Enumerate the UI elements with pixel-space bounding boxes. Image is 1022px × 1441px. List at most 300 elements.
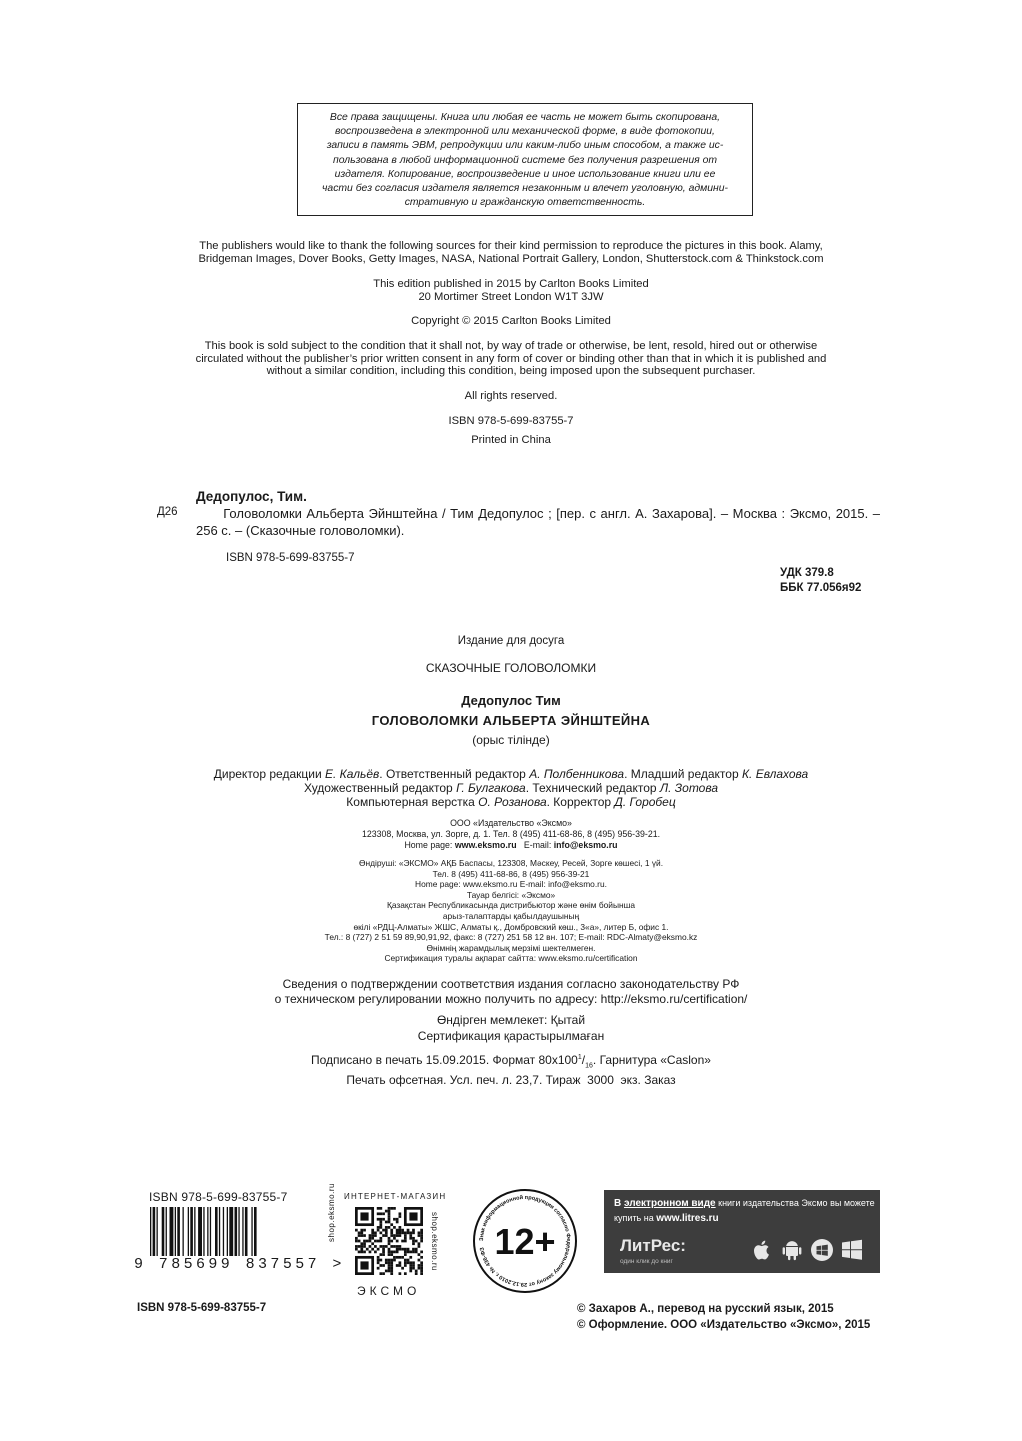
qr-module bbox=[407, 1248, 410, 1251]
qr-module bbox=[371, 1231, 374, 1234]
qr-module bbox=[358, 1245, 361, 1248]
qr-module bbox=[366, 1248, 369, 1251]
credits-line-2: Художественный редактор Г. Булгакова. Технический редактор Л. Зотова bbox=[303, 781, 719, 795]
qr-module bbox=[404, 1253, 407, 1256]
qr-module bbox=[388, 1215, 391, 1218]
kazakh-line: Тел.: 8 (727) 2 51 59 89,90,91,92, факс: 8 (727) 251 58 12 вн. 107; E-mail: RDC-Almaty@eksmo.kz bbox=[324, 932, 698, 943]
qr-module bbox=[388, 1253, 391, 1256]
qr-module bbox=[358, 1251, 361, 1254]
qr-module bbox=[382, 1212, 385, 1215]
qr-module bbox=[396, 1234, 399, 1237]
qr-module bbox=[377, 1261, 380, 1264]
condition-line: without a similar condition, including this condition, being imposed upon the subsequent purchaser. bbox=[266, 365, 756, 378]
qr-module bbox=[377, 1207, 380, 1210]
qr-module bbox=[412, 1229, 415, 1232]
shop-url-vertical: shop.eksmo.ru bbox=[430, 1212, 439, 1271]
qr-module bbox=[388, 1261, 391, 1264]
qr-finder-core bbox=[409, 1212, 417, 1220]
series-name: СКАЗОЧНЫЕ ГОЛОВОЛОМКИ bbox=[425, 661, 597, 675]
qr-module bbox=[382, 1248, 385, 1251]
qr-module bbox=[412, 1248, 415, 1251]
qr-module bbox=[371, 1229, 374, 1232]
qr-module bbox=[382, 1218, 385, 1221]
qr-module bbox=[396, 1231, 399, 1234]
qr-module bbox=[385, 1245, 388, 1248]
publisher-homepage-link: www.eksmo.ru bbox=[454, 840, 517, 851]
sale-condition bbox=[130, 340, 892, 378]
qr-module bbox=[404, 1261, 407, 1264]
qr-module bbox=[401, 1240, 404, 1243]
qr-module bbox=[390, 1261, 393, 1264]
publisher-name: ООО «Издательство «Эксмо» bbox=[450, 818, 572, 828]
picture-permissions bbox=[130, 240, 892, 265]
qr-module bbox=[407, 1261, 410, 1264]
rights-line: воспроизведена в электронной или механической форме, в виде фотокопии, bbox=[335, 126, 715, 138]
qr-module bbox=[420, 1261, 423, 1264]
rights-line: стративную и гражданскую ответственность. bbox=[404, 197, 646, 209]
qr-module bbox=[418, 1267, 421, 1270]
qr-module bbox=[396, 1248, 399, 1251]
qr-module bbox=[399, 1229, 402, 1232]
qr-module bbox=[385, 1231, 388, 1234]
qr-module bbox=[393, 1207, 396, 1210]
qr-module bbox=[388, 1248, 391, 1251]
qr-module bbox=[415, 1240, 418, 1243]
qr-module bbox=[401, 1256, 404, 1259]
qr-module bbox=[385, 1234, 388, 1237]
edition-line: This edition published in 2015 by Carlton Books Limited bbox=[373, 278, 649, 290]
qr-module bbox=[363, 1251, 366, 1254]
qr-module bbox=[385, 1210, 388, 1213]
qr-module bbox=[393, 1259, 396, 1262]
qr-module bbox=[390, 1251, 393, 1254]
qr-module bbox=[418, 1231, 421, 1234]
qr-module bbox=[388, 1212, 391, 1215]
litres-logo: ЛитРес: bbox=[620, 1236, 686, 1255]
qr-module bbox=[388, 1267, 391, 1270]
qr-module bbox=[407, 1259, 410, 1262]
qr-module bbox=[355, 1229, 358, 1232]
qr-module bbox=[399, 1272, 402, 1275]
qr-module bbox=[363, 1229, 366, 1232]
qr-module bbox=[385, 1270, 388, 1273]
qr-module bbox=[393, 1245, 396, 1248]
qr-module bbox=[390, 1231, 393, 1234]
qr-module bbox=[355, 1245, 358, 1248]
qr-module bbox=[355, 1237, 358, 1240]
kazakh-line: Тауар белгісі: «Эксмо» bbox=[466, 889, 556, 900]
qr-module bbox=[404, 1234, 407, 1237]
qr-module bbox=[404, 1240, 407, 1243]
credits-line-3: Компьютерная верстка О. Розанова. Корректор Д. Горобец bbox=[346, 795, 676, 809]
qr-module bbox=[374, 1240, 377, 1243]
qr-module bbox=[379, 1223, 382, 1226]
qr-module bbox=[412, 1251, 415, 1254]
qr-module bbox=[366, 1240, 369, 1243]
qr-module bbox=[415, 1248, 418, 1251]
qr-module bbox=[388, 1221, 391, 1224]
publisher-block bbox=[100, 818, 922, 852]
qr-module bbox=[374, 1251, 377, 1254]
qr-module bbox=[418, 1242, 421, 1245]
qr-module bbox=[401, 1267, 404, 1270]
qr-module bbox=[396, 1256, 399, 1259]
qr-module bbox=[409, 1261, 412, 1264]
kazakh-line: Home page: www.eksmo.ru E-mail: info@eksmo.ru. bbox=[415, 879, 607, 890]
qr-module bbox=[388, 1259, 391, 1262]
qr-module bbox=[377, 1212, 380, 1215]
qr-module bbox=[382, 1272, 385, 1275]
qr-module bbox=[360, 1248, 363, 1251]
shop-url-vertical: shop.eksmo.ru bbox=[327, 1183, 336, 1242]
qr-module bbox=[390, 1259, 393, 1262]
udk-code: УДК 379.8 bbox=[780, 567, 834, 579]
qr-module bbox=[355, 1240, 358, 1243]
qr-module bbox=[374, 1234, 377, 1237]
publisher-contacts: Home page: www.eksmo.ru E-mail: info@eksmo.ru bbox=[404, 840, 618, 851]
print-info-line-1: Подписано в печать 15.09.2015. Формат $80x100^1/_{16}$. Гарнитура «Caslon» bbox=[311, 1053, 711, 1070]
classification-codes bbox=[780, 566, 861, 596]
qr-module bbox=[393, 1218, 396, 1221]
qr-module bbox=[388, 1242, 391, 1245]
qr-module bbox=[407, 1229, 410, 1232]
design-copyright: © Оформление. ООО «Издательство «Эксмо», 2015 bbox=[577, 1318, 871, 1331]
bib-description-text: Головоломки Альберта Эйнштейна / Тим Дедопулос ; [пер. с англ. А. Захарова]. – Москва : Эксмо, 2015. – 256 с. – (Сказочные головоломки). bbox=[196, 506, 881, 538]
litres-text bbox=[614, 1196, 876, 1226]
qr-module bbox=[379, 1221, 382, 1224]
qr-module bbox=[388, 1210, 391, 1213]
qr-module bbox=[404, 1264, 407, 1267]
qr-module bbox=[412, 1267, 415, 1270]
origin-info bbox=[100, 1012, 922, 1044]
qr-module bbox=[390, 1245, 393, 1248]
qr-module bbox=[404, 1248, 407, 1251]
barcode-digits: 9 785699 837557 > bbox=[134, 1256, 345, 1273]
qr-module bbox=[382, 1264, 385, 1267]
permissions-line: Bridgeman Images, Dover Books, Getty Images, NASA, National Portrait Gallery, London, Shutterstock.com & Thinkstock.com bbox=[198, 252, 824, 265]
qr-module bbox=[404, 1259, 407, 1262]
qr-module bbox=[420, 1240, 423, 1243]
apple-icon bbox=[750, 1238, 774, 1262]
qr-module bbox=[377, 1218, 380, 1221]
qr-module bbox=[360, 1234, 363, 1237]
qr-module bbox=[415, 1251, 418, 1254]
origin-line: Өндірген мемлекет: Қытай bbox=[436, 1013, 586, 1027]
rights-line: Все права защищены. Книга или любая ее часть не может быть скопирована, bbox=[329, 112, 721, 123]
qr-module bbox=[382, 1251, 385, 1254]
windows-phone-icon bbox=[810, 1238, 834, 1262]
imprint-language: (орыс тілінде) bbox=[472, 733, 550, 747]
print-info-line-2: Печать офсетная. Усл. печ. л. 23,7. Тираж 3000 экз. Заказ bbox=[346, 1073, 676, 1088]
litres-link[interactable]: www.litres.ru bbox=[656, 1213, 719, 1224]
qr-module bbox=[363, 1245, 366, 1248]
qr-module bbox=[377, 1226, 380, 1229]
footer-isbn: ISBN 978-5-699-83755-7 bbox=[137, 1302, 267, 1314]
qr-module bbox=[412, 1264, 415, 1267]
qr-module bbox=[388, 1270, 391, 1273]
litres-tagline: один клик до книг bbox=[620, 1258, 673, 1265]
qr-module bbox=[385, 1229, 388, 1232]
kazakh-line: өкілі «РДЦ-Алматы» ЖШС, Алматы қ., Домбровский көш., 3«а», литер Б, офис 1. bbox=[353, 921, 669, 932]
qr-module bbox=[404, 1231, 407, 1234]
qr-module bbox=[420, 1237, 423, 1240]
qr-module bbox=[415, 1272, 418, 1275]
qr-module bbox=[404, 1237, 407, 1240]
qr-module bbox=[393, 1226, 396, 1229]
qr-module bbox=[360, 1251, 363, 1254]
publisher-email-link: info@eksmo.ru bbox=[553, 840, 618, 851]
imprint-author: Дедопулос Тим bbox=[461, 693, 561, 708]
condition-line: circulated without the publisher’s prior written consent in any form of cover or binding other than that in which it is published and bbox=[195, 352, 827, 365]
age-ring-text: Знак информационной продукции согласно Федеральному закону от 29.12.2010 г. № 436-ФЗ bbox=[478, 1194, 572, 1288]
qr-module bbox=[418, 1234, 421, 1237]
qr-module bbox=[388, 1264, 391, 1267]
qr-module bbox=[409, 1234, 412, 1237]
edition-type: Издание для досуга bbox=[457, 635, 565, 647]
qr-module bbox=[371, 1242, 374, 1245]
qr-module bbox=[399, 1226, 402, 1229]
qr-module bbox=[379, 1253, 382, 1256]
qr-module bbox=[401, 1231, 404, 1234]
certification-line: Сведения о подтверждении соответствия издания согласно законодательству РФ bbox=[282, 977, 740, 991]
qr-module bbox=[399, 1256, 402, 1259]
qr-module bbox=[396, 1229, 399, 1232]
qr-module bbox=[393, 1251, 396, 1254]
bbk-code: ББК 77.056я92 bbox=[780, 582, 862, 594]
qr-module bbox=[390, 1253, 393, 1256]
qr-module bbox=[409, 1256, 412, 1259]
qr-module bbox=[409, 1251, 412, 1254]
kazakh-line: Тел. 8 (495) 411-68-86, 8 (495) 956-39-21 bbox=[432, 868, 590, 879]
qr-module bbox=[420, 1256, 423, 1259]
qr-module bbox=[399, 1261, 402, 1264]
qr-module bbox=[388, 1237, 391, 1240]
qr-module bbox=[399, 1212, 402, 1215]
qr-module bbox=[377, 1259, 380, 1262]
qr-module bbox=[420, 1270, 423, 1273]
qr-module bbox=[404, 1251, 407, 1254]
qr-module bbox=[377, 1240, 380, 1243]
windows-icon bbox=[840, 1238, 864, 1262]
qr-module bbox=[382, 1229, 385, 1232]
qr-module bbox=[409, 1270, 412, 1273]
qr-module bbox=[396, 1218, 399, 1221]
credits-block bbox=[100, 767, 922, 809]
qr-module bbox=[420, 1229, 423, 1232]
qr-module bbox=[393, 1234, 396, 1237]
kazakh-line: Өнімнің жарамдылық мерзімі шектелмеген. bbox=[426, 942, 596, 953]
qr-module bbox=[390, 1240, 393, 1243]
qr-module bbox=[379, 1207, 382, 1210]
publisher-address: 123308, Москва, ул. Зорге, д. 1. Тел. 8 (495) 411-68-86, 8 (495) 956-39-21. bbox=[361, 829, 661, 840]
qr-module bbox=[382, 1234, 385, 1237]
qr-module bbox=[379, 1259, 382, 1262]
all-rights-reserved: All rights reserved. bbox=[464, 390, 558, 402]
qr-module bbox=[360, 1229, 363, 1232]
english-copyright: Copyright © 2015 Carlton Books Limited bbox=[411, 315, 611, 327]
shop-qr-code[interactable] bbox=[355, 1207, 423, 1275]
condition-line: This book is sold subject to the condition that it shall not, by way of trade or otherwise, be lent, resold, hired out or otherwise bbox=[204, 340, 818, 352]
qr-module bbox=[420, 1231, 423, 1234]
english-isbn: ISBN 978-5-699-83755-7 bbox=[448, 415, 574, 427]
qr-finder-core bbox=[360, 1261, 368, 1269]
qr-module bbox=[385, 1259, 388, 1262]
qr-module bbox=[382, 1253, 385, 1256]
rights-line: издателя. Копирование, воспроизведение и иное использование книги или ее bbox=[334, 168, 716, 180]
age-rating-badge bbox=[472, 1188, 578, 1294]
qr-module bbox=[412, 1231, 415, 1234]
qr-module bbox=[390, 1264, 393, 1267]
qr-module bbox=[369, 1234, 372, 1237]
shop-label: ИНТЕРНЕТ-МАГАЗИН bbox=[344, 1192, 447, 1201]
qr-module bbox=[388, 1226, 391, 1229]
bib-isbn: ISBN 978-5-699-83755-7 bbox=[226, 552, 355, 564]
qr-module bbox=[396, 1240, 399, 1243]
qr-module bbox=[420, 1264, 423, 1267]
credits-line-1: Директор редакции Е. Кальёв. Ответственный редактор А. Полбенникова. Младший редактор К. Евлахова bbox=[213, 767, 809, 781]
qr-module bbox=[399, 1245, 402, 1248]
qr-module bbox=[377, 1248, 380, 1251]
qr-module bbox=[355, 1248, 358, 1251]
origin-line: Сертификация қарастырылмаған bbox=[417, 1029, 605, 1043]
eksmo-brand: ЭКСМО bbox=[357, 1284, 421, 1298]
qr-finder-core bbox=[360, 1212, 368, 1220]
qr-module bbox=[363, 1242, 366, 1245]
qr-module bbox=[371, 1237, 374, 1240]
qr-module bbox=[396, 1221, 399, 1224]
qr-module bbox=[377, 1256, 380, 1259]
qr-module bbox=[396, 1245, 399, 1248]
litres-line-1: В электронном виде книги издательства Эксмо вы можете bbox=[614, 1198, 875, 1209]
qr-module bbox=[379, 1231, 382, 1234]
kazakh-block bbox=[100, 858, 922, 964]
qr-module bbox=[360, 1231, 363, 1234]
barcode-isbn: ISBN 978-5-699-83755-7 bbox=[149, 1190, 288, 1204]
imprint-title: ГОЛОВОЛОМКИ АЛЬБЕРТА ЭЙНШТЕЙНА bbox=[371, 713, 651, 728]
qr-module bbox=[418, 1259, 421, 1262]
qr-module bbox=[369, 1251, 372, 1254]
qr-module bbox=[358, 1240, 361, 1243]
qr-module bbox=[377, 1267, 380, 1270]
qr-module bbox=[407, 1251, 410, 1254]
qr-module bbox=[420, 1267, 423, 1270]
qr-module bbox=[379, 1237, 382, 1240]
qr-module bbox=[404, 1272, 407, 1275]
qr-module bbox=[418, 1264, 421, 1267]
qr-module bbox=[401, 1248, 404, 1251]
qr-module bbox=[390, 1267, 393, 1270]
litres-promo[interactable] bbox=[604, 1190, 880, 1273]
qr-module bbox=[415, 1270, 418, 1273]
kazakh-line: арыз-талаптарды қабылдаушының bbox=[442, 910, 580, 921]
qr-module bbox=[388, 1207, 391, 1210]
qr-module bbox=[385, 1221, 388, 1224]
qr-module bbox=[379, 1245, 382, 1248]
qr-module bbox=[379, 1212, 382, 1215]
qr-module bbox=[399, 1231, 402, 1234]
qr-module bbox=[420, 1251, 423, 1254]
qr-module bbox=[412, 1237, 415, 1240]
rights-line: пользована в любой информационной системе без получения разрешения от bbox=[332, 154, 718, 166]
qr-module bbox=[363, 1234, 366, 1237]
qr-module bbox=[379, 1226, 382, 1229]
qr-module bbox=[390, 1270, 393, 1273]
qr-module bbox=[388, 1251, 391, 1254]
qr-module bbox=[412, 1242, 415, 1245]
qr-module bbox=[374, 1245, 377, 1248]
litres-line-2: купить на www.litres.ru bbox=[614, 1213, 719, 1224]
qr-module bbox=[358, 1231, 361, 1234]
qr-module bbox=[369, 1240, 372, 1243]
qr-module bbox=[358, 1234, 361, 1237]
qr-module bbox=[393, 1237, 396, 1240]
android-icon bbox=[780, 1238, 804, 1262]
rights-line: записи в память ЭВМ, репродукции или каким-либо иным способом, а также ис- bbox=[326, 140, 724, 152]
qr-module bbox=[412, 1261, 415, 1264]
qr-module bbox=[390, 1229, 393, 1232]
edition-info bbox=[130, 278, 892, 303]
qr-module bbox=[385, 1261, 388, 1264]
permissions-line: The publishers would like to thank the following sources for their kind permission to reproduce the pictures in this book. Alamy, bbox=[199, 240, 823, 252]
rights-notice-box bbox=[297, 103, 753, 216]
qr-module bbox=[374, 1231, 377, 1234]
qr-module bbox=[363, 1240, 366, 1243]
qr-module bbox=[412, 1240, 415, 1243]
kazakh-line: Сертификация туралы ақпарат сайтта: www.eksmo.ru/certification bbox=[384, 953, 638, 964]
qr-module bbox=[388, 1218, 391, 1221]
qr-module bbox=[399, 1234, 402, 1237]
qr-module bbox=[369, 1237, 372, 1240]
kazakh-line: Өндіруші: «ЭКСМО» АҚБ Баспасы, 123308, Мәскеу, Ресей, Зорге көшесі, 1 үй. bbox=[358, 858, 664, 868]
qr-module bbox=[377, 1229, 380, 1232]
qr-module bbox=[401, 1229, 404, 1232]
qr-module bbox=[379, 1264, 382, 1267]
qr-module bbox=[399, 1215, 402, 1218]
qr-module bbox=[382, 1245, 385, 1248]
qr-module bbox=[418, 1245, 421, 1248]
age-rating: 12+ bbox=[494, 1221, 556, 1262]
bib-code: Д26 bbox=[157, 506, 178, 518]
qr-module bbox=[409, 1264, 412, 1267]
rights-line: части без согласия издателя является незаконным и влечет уголовную, админи- bbox=[322, 183, 728, 195]
qr-module bbox=[379, 1272, 382, 1275]
kazakh-line: Қазақстан Республикасында дистрибьютор және өнім бойынша bbox=[386, 900, 636, 911]
certification-line: о техническом регулировании можно получить по адресу: http://eksmo.ru/certification/ bbox=[274, 992, 748, 1006]
qr-module bbox=[390, 1234, 393, 1237]
qr-module bbox=[409, 1267, 412, 1270]
qr-module bbox=[390, 1272, 393, 1275]
edition-line: 20 Mortimer Street London W1T 3JW bbox=[418, 290, 604, 303]
qr-module bbox=[396, 1251, 399, 1254]
qr-module bbox=[420, 1272, 423, 1275]
qr-module bbox=[393, 1256, 396, 1259]
qr-module bbox=[371, 1234, 374, 1237]
footer-copyright bbox=[577, 1302, 870, 1333]
qr-module bbox=[390, 1223, 393, 1226]
qr-module bbox=[399, 1248, 402, 1251]
qr-module bbox=[379, 1218, 382, 1221]
qr-module bbox=[409, 1237, 412, 1240]
qr-module bbox=[399, 1264, 402, 1267]
bib-author: Дедопулос, Тим. bbox=[196, 489, 307, 504]
qr-module bbox=[360, 1242, 363, 1245]
qr-module bbox=[407, 1231, 410, 1234]
qr-module bbox=[390, 1207, 393, 1210]
bib-description bbox=[196, 506, 880, 539]
qr-module bbox=[379, 1240, 382, 1243]
qr-module bbox=[360, 1245, 363, 1248]
qr-module bbox=[388, 1240, 391, 1243]
